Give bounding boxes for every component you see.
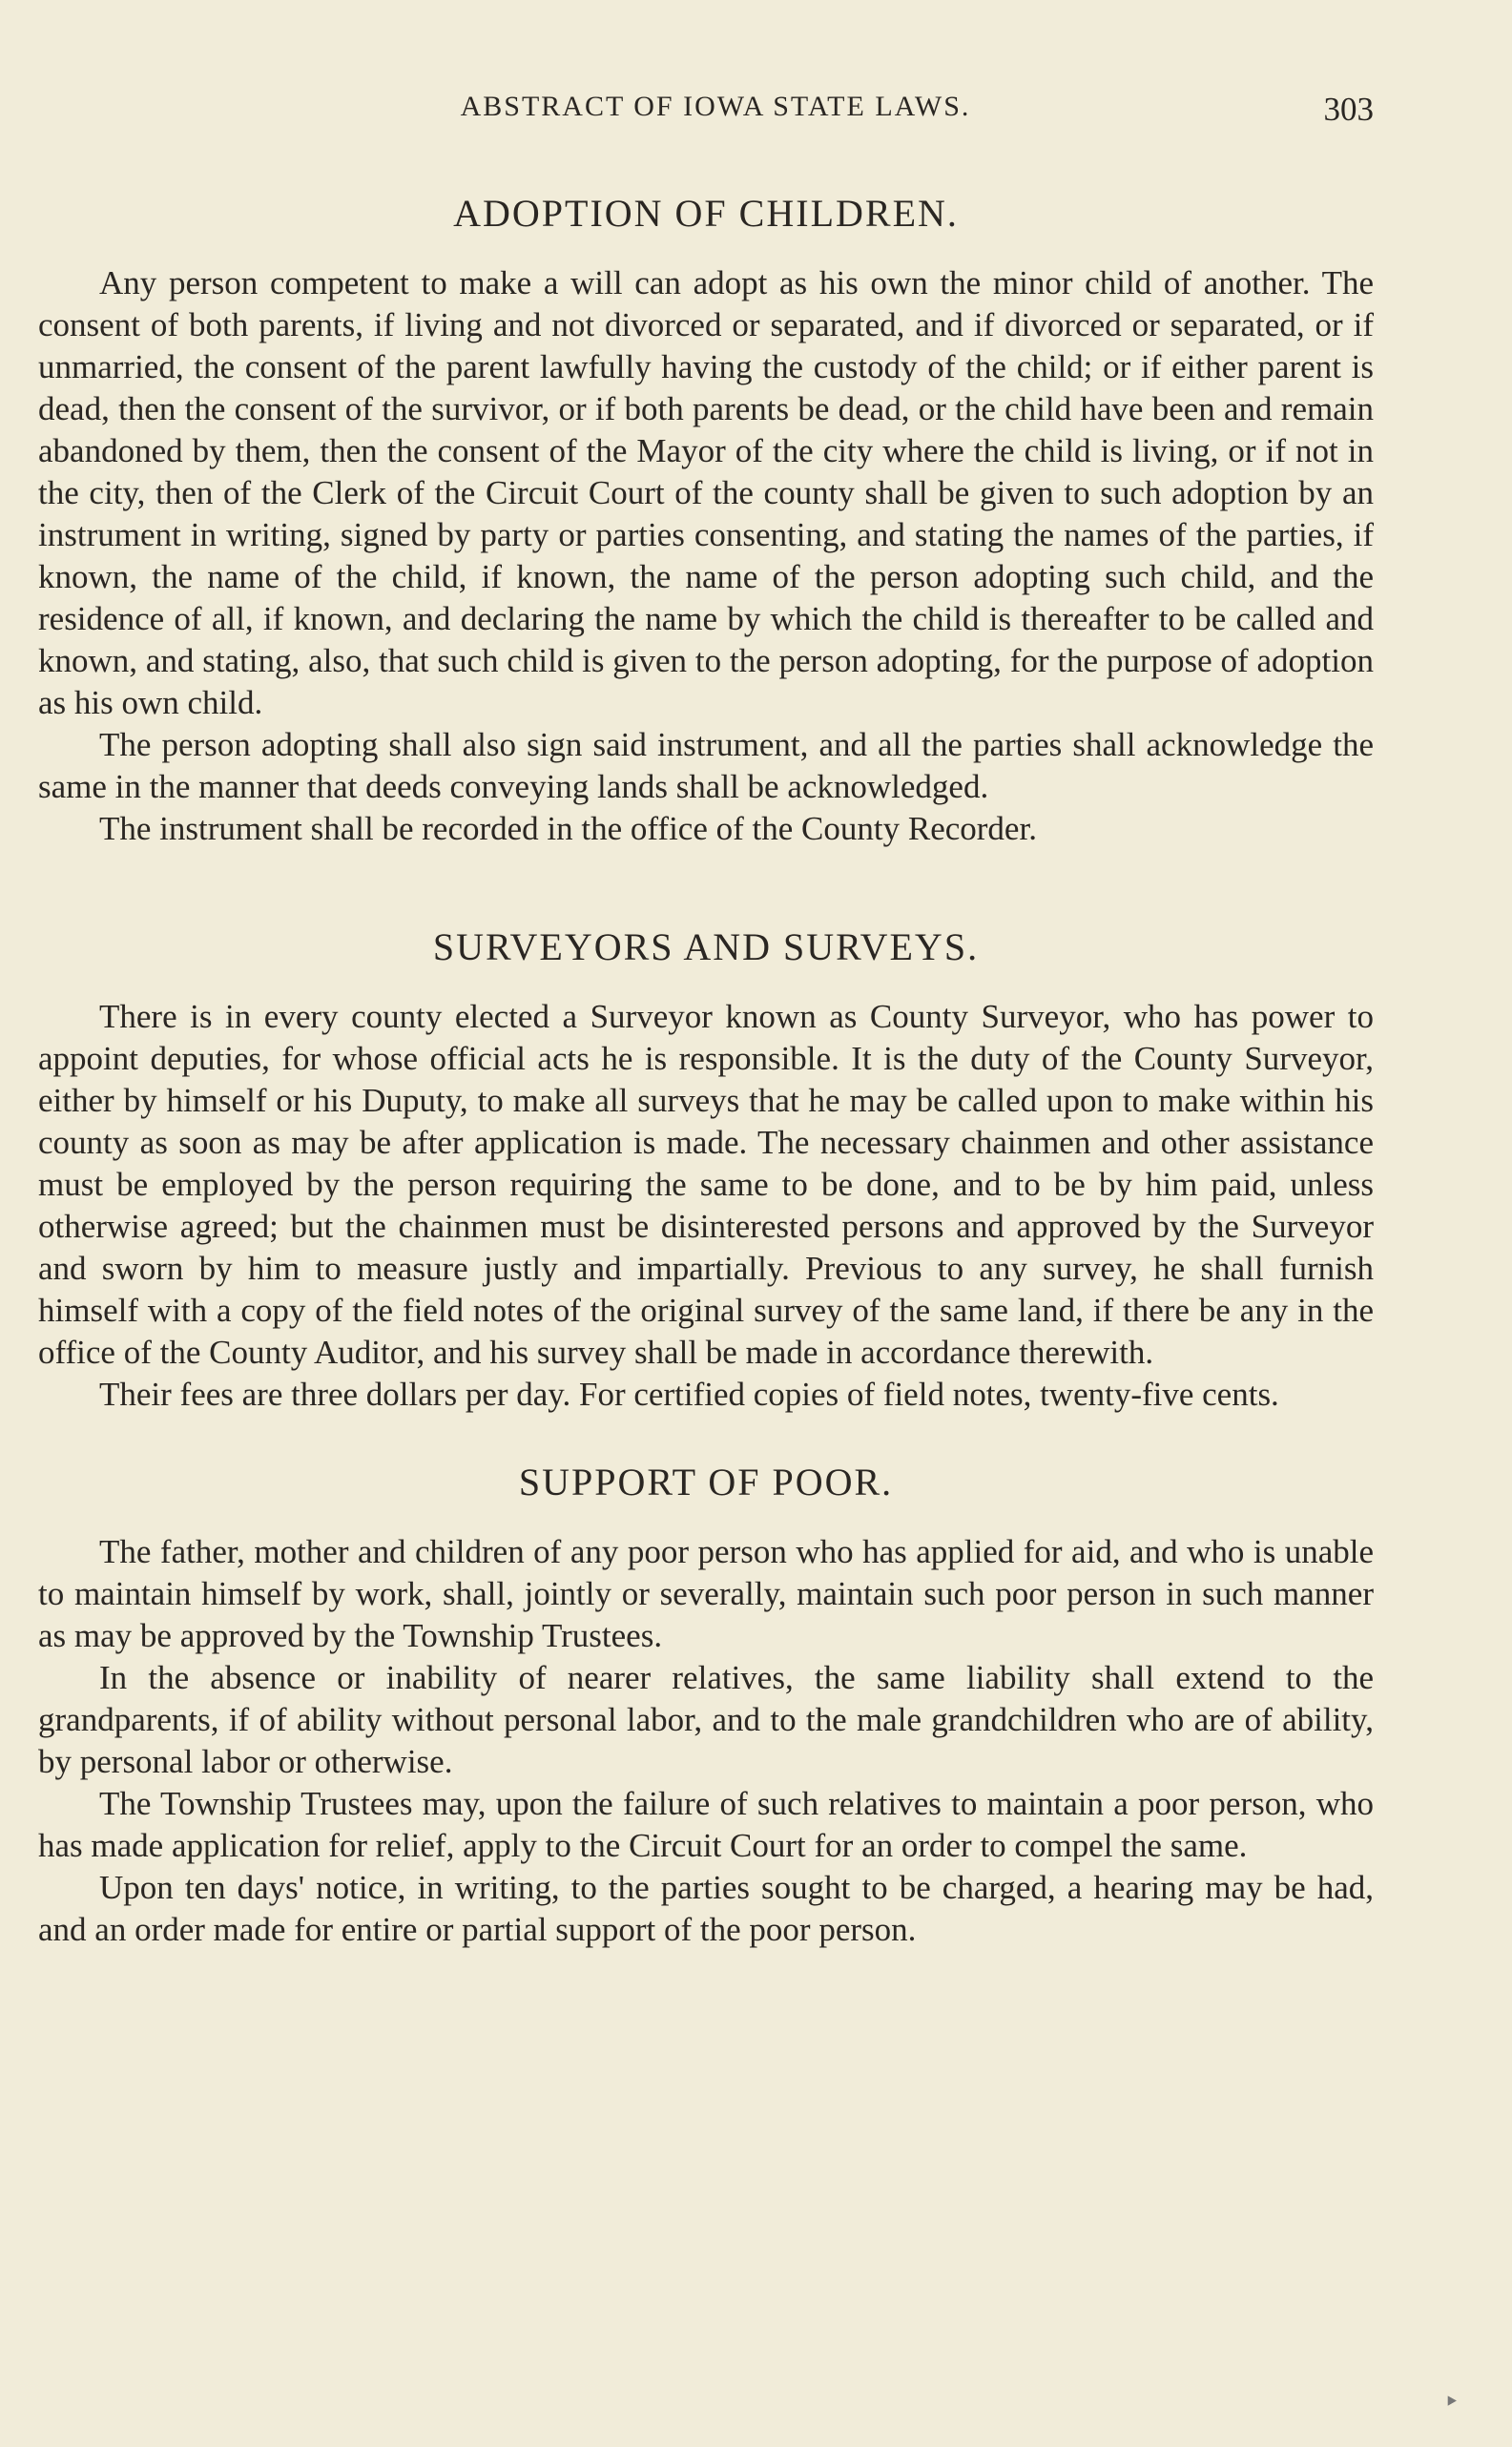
page-body xyxy=(38,191,1374,1951)
running-title: ABSTRACT OF IOWA STATE LAWS. xyxy=(460,91,971,122)
page-number: 303 xyxy=(1323,91,1374,128)
paragraph: Upon ten days' notice, in writing, to the parties sought to be charged, a hearing may be had, and an order made for entire or partial support of the poor person. xyxy=(38,1869,1374,1948)
section-surveyors-and-surveys xyxy=(38,924,1374,1416)
section-title: SURVEYORS AND SURVEYS. xyxy=(432,925,980,968)
scan-mark-icon: ‣ xyxy=(1443,2388,1460,2417)
paragraph: The father, mother and children of any poor person who has applied for aid, and who is unable to maintain himself by work, shall, jointly or severally, maintain such poor person in such manner as may be approved by the Township Trustees. xyxy=(38,1533,1374,1654)
paragraph: The Township Trustees may, upon the failure of such relatives to maintain a poor person, who has made application for relief, apply to the Circuit Court for an order to compel the same. xyxy=(38,1785,1374,1864)
section-title: ADOPTION OF CHILDREN. xyxy=(453,192,959,235)
paragraph: The instrument shall be recorded in the office of the County Recorder. xyxy=(99,810,1037,847)
section-adoption-of-children xyxy=(38,191,1374,850)
paragraph: In the absence or inability of nearer relatives, the same liability shall extend to the grandparents, if of ability without personal labor, and to the male grandchildren who are of ability, by personal labor or otherwise. xyxy=(38,1659,1374,1780)
paragraph: The person adopting shall also sign said instrument, and all the parties shall acknowledge the same in the manner that deeds conveying lands shall be acknowledged. xyxy=(38,726,1374,805)
running-header xyxy=(0,91,1512,138)
paragraph: There is in every county elected a Surveyor known as County Surveyor, who has power to appoint deputies, for whose official acts he is responsible. It is the duty of the County Surveyor, either by himself or his Duputy, to make all surveys that he may be called upon to make within his county as soon as may be after application is made. The necessary chainmen and other assistance must be employed by the person requiring the same to be done, and to be by him paid, unless otherwise agreed; but the chainmen must be disinterested persons and approved by the Surveyor and sworn by him to measure justly and impartially. Previous to any survey, he shall furnish himself with a copy of the field notes of the original survey of the same land, if there be any in the office of the County Auditor, and his survey shall be made in accordance therewith. xyxy=(38,998,1374,1371)
section-support-of-poor xyxy=(38,1460,1374,1951)
section-title: SUPPORT OF POOR. xyxy=(518,1461,894,1503)
paragraph: Their fees are three dollars per day. For certified copies of field notes, twenty-five cents. xyxy=(99,1376,1279,1413)
paragraph: Any person competent to make a will can adopt as his own the minor child of another. The consent of both parents, if living and not divorced or separated, and if divorced or separated, or if unmarried, the consent of the parent lawfully having the custody of the child; or if either parent is dead, then the consent of the survivor, or if both parents be dead, or the child have been and remain abandoned by them, then the consent of the Mayor of the city where the child is living, or if not in the city, then of the Clerk of the Circuit Court of the county shall be given to such adoption by an instrument in writing, signed by party or parties consenting, and stating the names of the parties, if known, the name of the child, if known, the name of the person adopting such child, and the residence of all, if known, and declaring the name by which the child is thereafter to be called and known, and stating, also, that such child is given to the person adopting, for the purpose of adoption as his own child. xyxy=(38,264,1374,721)
